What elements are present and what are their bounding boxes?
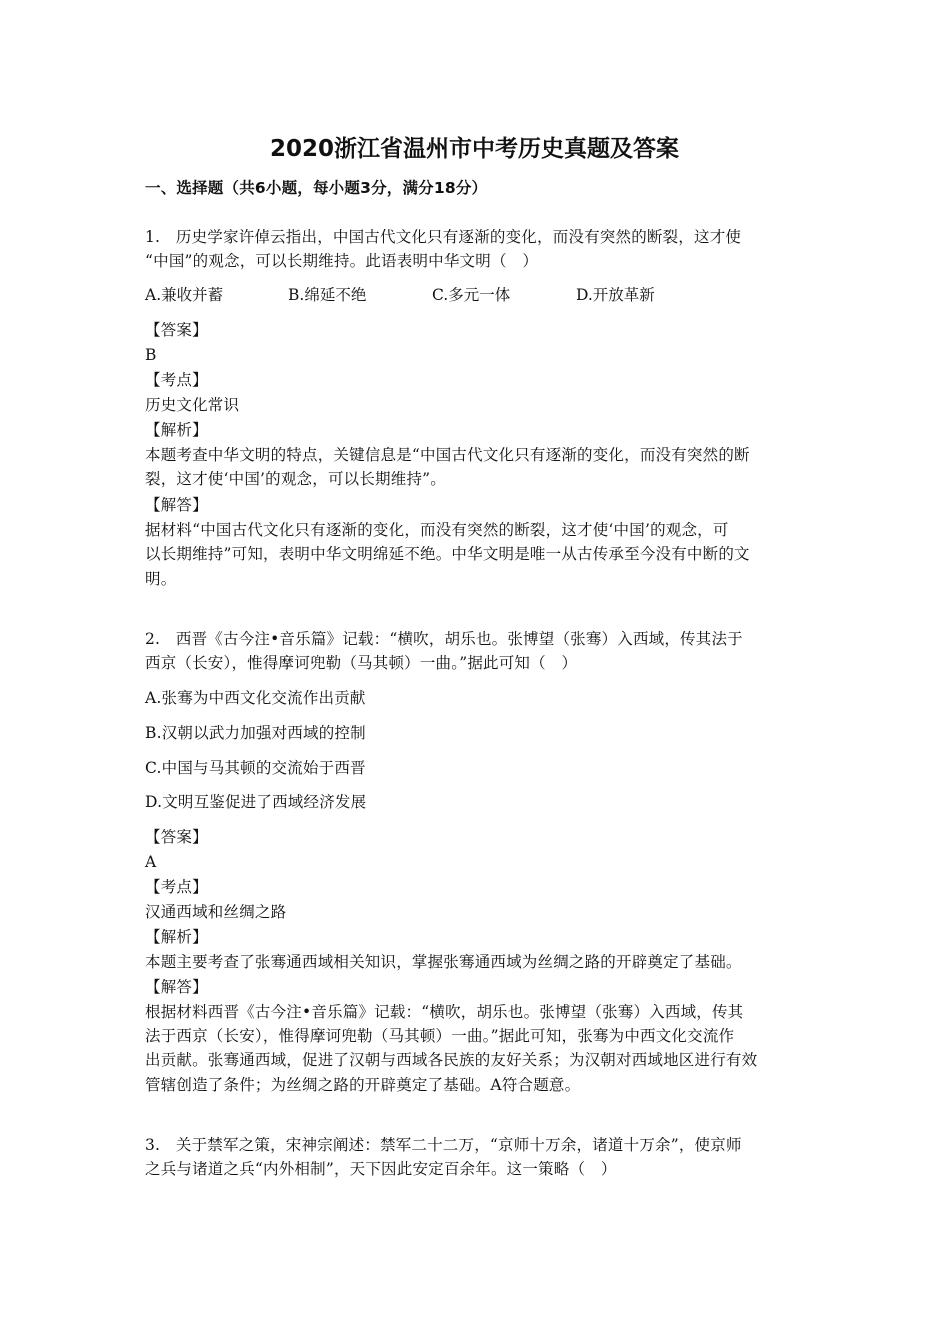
point-label: 【考点】 — [145, 878, 208, 896]
analysis-line: 本题主要考查了张骞通西域相关知识，掌握张骞通西域为丝绸之路的开辟奠定了基础。 — [145, 953, 742, 971]
question-stem-line: 1. 历史学家许倬云指出，中国古代文化只有逐渐的变化，而没有突然的断裂，这才使 — [145, 228, 742, 246]
point-value: 汉通西域和丝绸之路 — [145, 903, 287, 921]
analysis-line: 本题考查中华文明的特点，关键信息是“中国古代文化只有逐渐的变化，而没有突然的断 — [145, 446, 750, 464]
answer-label: 【答案】 — [145, 321, 208, 339]
option-d: D.文明互鉴促进了西域经济发展 — [145, 793, 367, 811]
solution-line: 管辖创造了条件；为丝绸之路的开辟奠定了基础。A符合题意。 — [145, 1076, 581, 1094]
option-c: C.多元一体 — [432, 286, 511, 304]
option-b: B.汉朝以武力加强对西域的控制 — [145, 724, 366, 742]
answer-value: B — [145, 346, 157, 364]
solution-line: 根据材料西晋《古今注•音乐篇》记载：“横吹，胡乐也。张博望（张骞）入西域，传其 — [145, 1003, 744, 1021]
section-heading: 一、选择题（共6小题，每小题3分，满分18分） — [145, 179, 488, 197]
point-value: 历史文化常识 — [145, 396, 240, 414]
analysis-label: 【解析】 — [145, 421, 208, 439]
analysis-label: 【解析】 — [145, 928, 208, 946]
solution-line: 以长期维持”可知，表明中华文明绵延不绝。中华文明是唯一从古传承至今没有中断的文 — [145, 545, 750, 563]
question-stem-line: 2. 西晋《古今注•音乐篇》记载：“横吹，胡乐也。张博望（张骞）入西域，传其法于 — [145, 630, 743, 648]
solution-label: 【解答】 — [145, 496, 208, 514]
question-stem-line: “中国”的观念，可以长期维持。此语表明中华文明（ ） — [145, 252, 539, 270]
answer-label: 【答案】 — [145, 828, 208, 846]
option-a: A.兼收并蓄 — [145, 286, 224, 304]
answer-value: A — [145, 853, 157, 871]
solution-line: 据材料“中国古代文化只有逐渐的变化，而没有突然的断裂，这才使‘中国’的观念，可 — [145, 521, 729, 539]
question-stem-line: 之兵与诸道之兵“内外相制”，天下因此安定百余年。这一策略（ ） — [145, 1160, 617, 1178]
solution-line: 法于西京（长安），惟得摩诃兜勒（马其顿）一曲。”据此可知，张骞为中西文化交流作 — [145, 1027, 735, 1045]
option-c: C.中国与马其顿的交流始于西晋 — [145, 759, 366, 777]
option-d: D.开放革新 — [576, 286, 655, 304]
question-stem-line: 西京（长安），惟得摩诃兜勒（马其顿）一曲。”据此可知（ ） — [145, 654, 578, 672]
solution-label: 【解答】 — [145, 978, 208, 996]
point-label: 【考点】 — [145, 371, 208, 389]
solution-line: 明。 — [145, 570, 177, 588]
analysis-line: 裂，这才使‘中国’的观念，可以长期维持”。 — [145, 470, 446, 488]
solution-line: 出贡献。张骞通西域，促进了汉朝与西域各民族的友好关系；为汉朝对西域地区进行有效 — [145, 1051, 758, 1069]
option-b: B.绵延不绝 — [288, 286, 367, 304]
option-a: A.张骞为中西文化交流作出贡献 — [145, 689, 366, 707]
document-title: 2020浙江省温州市中考历史真题及答案 — [269, 136, 679, 162]
question-stem-line: 3. 关于禁军之策，宋神宗阐述：禁军二十二万，“京师十万余，诸道十万余”，使京师 — [145, 1136, 742, 1154]
